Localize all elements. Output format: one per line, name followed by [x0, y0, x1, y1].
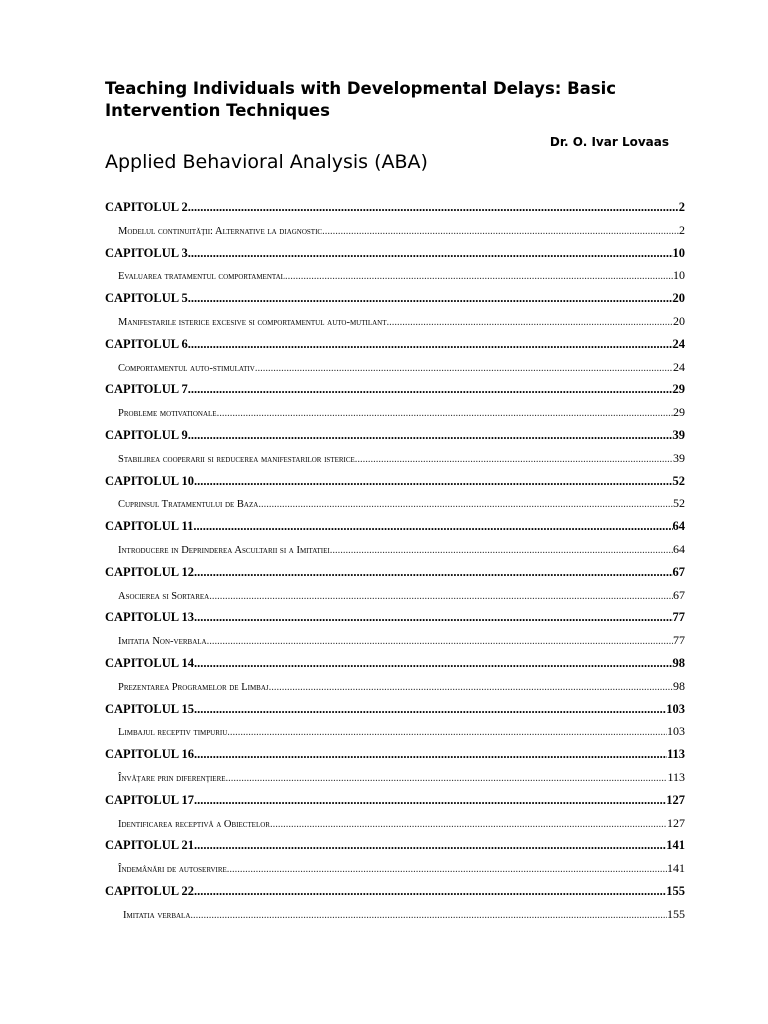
toc-entry-label: Învăţare prin diferenţiere [118, 772, 226, 784]
dot-leader [207, 636, 673, 647]
toc-entry-row[interactable] [105, 816, 685, 839]
toc-chapter-label: CAPITOLUL 12 [105, 564, 195, 579]
toc-page-number: 141 [666, 838, 685, 853]
dot-leader [217, 408, 673, 419]
toc-chapter-row[interactable] [105, 656, 685, 679]
toc-entry-row[interactable] [105, 268, 685, 291]
toc-page-number: 67 [672, 564, 685, 579]
toc-chapter-label: CAPITOLUL 14 [105, 655, 195, 670]
toc-entry-row[interactable] [105, 679, 685, 702]
toc-entry-row[interactable] [105, 770, 685, 793]
toc-entry-label: Evaluarea tratamentul comportamental [118, 271, 285, 283]
dot-leader [330, 545, 673, 556]
toc-entry-row[interactable] [105, 542, 685, 565]
toc-entry-row[interactable] [105, 405, 685, 428]
toc-page-number: 52 [673, 496, 685, 511]
toc-chapter-label: CAPITOLUL 2 [105, 200, 188, 214]
dot-leader [194, 747, 667, 762]
dot-leader [322, 226, 679, 237]
toc-page-number: 127 [666, 792, 685, 807]
toc-chapter-row[interactable] [105, 246, 685, 269]
toc-page-number: 10 [673, 268, 685, 283]
toc-page-number: 77 [672, 610, 685, 625]
dot-leader [188, 291, 673, 306]
toc-entry-label: Asocierea si Sortarea [118, 590, 210, 602]
dot-leader [194, 610, 672, 625]
dot-leader [194, 474, 672, 489]
toc-page-number: 20 [673, 313, 685, 328]
toc-page-number: 103 [666, 701, 685, 716]
dot-leader [387, 317, 673, 328]
toc-page-number: 98 [672, 655, 685, 670]
toc-page-number: 10 [672, 245, 685, 260]
toc-page-number: 2 [678, 200, 685, 214]
toc-chapter-row[interactable] [105, 337, 685, 360]
toc-entry-row[interactable] [105, 451, 685, 474]
toc-page-number: 98 [673, 678, 685, 693]
toc-chapter-row[interactable] [105, 382, 685, 405]
toc-entry-label: Îndemânări de autoservire [118, 864, 227, 876]
toc-chapter-row[interactable] [105, 474, 685, 497]
toc-chapter-label: CAPITOLUL 3 [105, 245, 188, 260]
toc-page-number: 77 [673, 633, 685, 648]
table-of-contents [105, 200, 685, 930]
toc-entry-label: Probleme motivationale [118, 408, 217, 420]
toc-page-number: 24 [672, 336, 685, 351]
dot-leader [194, 793, 666, 808]
dot-leader [194, 702, 666, 717]
toc-chapter-label: CAPITOLUL 15 [105, 701, 195, 716]
toc-chapter-row[interactable] [105, 793, 685, 816]
toc-chapter-row[interactable] [105, 428, 685, 451]
toc-entry-label: Introducere in Deprinderea Ascultarii si a Imitatiei [118, 544, 330, 556]
toc-chapter-row[interactable] [105, 747, 685, 770]
dot-leader [255, 363, 673, 374]
dot-leader [194, 656, 672, 671]
toc-page-number: 39 [673, 450, 685, 465]
toc-entry-row[interactable] [105, 588, 685, 611]
toc-page-number: 113 [666, 747, 685, 762]
dot-leader [355, 454, 673, 465]
dot-leader [190, 910, 667, 921]
toc-chapter-row[interactable] [105, 838, 685, 861]
dot-leader [188, 382, 673, 397]
toc-entry-row[interactable] [105, 360, 685, 383]
toc-entry-row[interactable] [105, 314, 685, 337]
dot-leader [227, 727, 667, 738]
toc-chapter-label: CAPITOLUL 11 [105, 519, 194, 534]
toc-entry-label: Comportamentul auto-stimulativ [118, 362, 255, 374]
toc-chapter-row[interactable] [105, 884, 685, 907]
dot-leader [188, 428, 673, 443]
dot-leader [270, 819, 667, 830]
toc-page-number: 52 [672, 473, 685, 488]
toc-entry-row[interactable] [105, 633, 685, 656]
dot-leader [193, 519, 672, 534]
dot-leader [226, 773, 668, 784]
toc-page-number: 141 [667, 861, 685, 876]
dot-leader [194, 565, 672, 580]
dot-leader [269, 682, 673, 693]
document-title: Teaching Individuals with Developmental Delays: Basic Intervention Techniques [105, 79, 617, 120]
toc-entry-row[interactable] [105, 724, 685, 747]
toc-chapter-label: CAPITOLUL 16 [105, 747, 195, 762]
toc-entry-row[interactable] [105, 861, 685, 884]
toc-chapter-label: CAPITOLUL 10 [105, 473, 195, 488]
toc-chapter-label: CAPITOLUL 5 [105, 291, 188, 306]
toc-page-number: 103 [667, 724, 685, 739]
toc-chapter-row[interactable] [105, 291, 685, 314]
toc-entry-label: Prezentarea Programelor de Limbaj [118, 681, 269, 693]
toc-page-number: 155 [667, 906, 685, 921]
dot-leader [258, 499, 673, 510]
toc-page-number: 29 [673, 405, 685, 420]
toc-entry-label: Identificarea receptivă a Obiectelor [118, 818, 270, 830]
toc-entry-label: Stabilirea cooperarii si reducerea manifestarilor isterice [118, 453, 355, 465]
dot-leader [194, 884, 666, 899]
toc-chapter-row[interactable] [105, 200, 685, 223]
toc-entry-row[interactable] [105, 223, 685, 246]
toc-page-number: 113 [667, 769, 685, 784]
dot-leader [227, 864, 667, 875]
toc-chapter-label: CAPITOLUL 6 [105, 336, 188, 351]
toc-chapter-row[interactable] [105, 610, 685, 633]
toc-chapter-label: CAPITOLUL 7 [105, 382, 188, 397]
toc-entry-label: Imitatia verbala [123, 909, 191, 921]
toc-page-number: 155 [666, 883, 685, 898]
dot-leader [285, 271, 673, 282]
toc-entry-label: Manifestarile isterice excesive si comportamentul auto-mutilant [118, 316, 387, 328]
toc-chapter-label: CAPITOLUL 22 [105, 883, 195, 898]
document-subtitle: Applied Behavioral Analysis (ABA) [105, 151, 428, 173]
toc-chapter-row[interactable] [105, 702, 685, 725]
toc-page-number: 67 [673, 587, 685, 602]
toc-page-number: 64 [673, 541, 685, 556]
dot-leader [209, 591, 673, 602]
toc-entry-row[interactable] [105, 496, 685, 519]
toc-chapter-label: CAPITOLUL 13 [105, 610, 195, 625]
toc-entry-label: Cuprinsul Tratamentului de Baza [118, 499, 259, 511]
dot-leader [188, 337, 673, 352]
toc-chapter-row[interactable] [105, 519, 685, 542]
toc-entry-label: Limbajul receptiv timpuriu [118, 727, 228, 739]
toc-chapter-label: CAPITOLUL 21 [105, 838, 195, 853]
toc-page-number: 29 [672, 382, 685, 397]
toc-chapter-label: CAPITOLUL 17 [105, 792, 195, 807]
toc-entry-label: Imitatia Non-verbala [118, 636, 207, 648]
toc-page-number: 64 [672, 519, 685, 534]
toc-entry-label: Modelul continuităţii: Alternative la diagnostic [118, 225, 323, 237]
dot-leader [188, 246, 673, 261]
toc-page-number: 20 [672, 291, 685, 306]
toc-chapter-label: CAPITOLUL 9 [105, 427, 188, 442]
dot-leader [194, 838, 666, 853]
toc-entry-row[interactable] [105, 907, 685, 930]
toc-page-number: 39 [672, 427, 685, 442]
toc-chapter-row[interactable] [105, 565, 685, 588]
toc-page-number: 2 [679, 222, 685, 237]
dot-leader [188, 200, 679, 215]
author-name: Dr. O. Ivar Lovaas [549, 135, 669, 149]
toc-page-number: 127 [667, 815, 685, 830]
toc-page-number: 24 [673, 359, 685, 374]
